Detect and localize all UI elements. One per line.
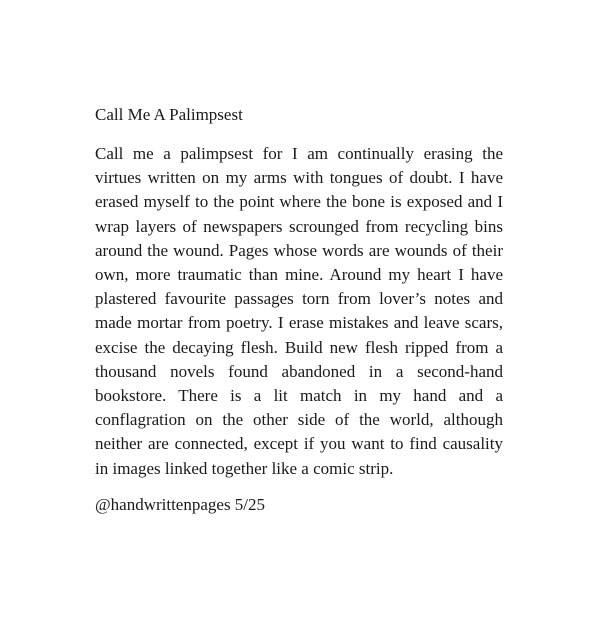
author-signature: @handwrittenpages 5/25 — [95, 494, 266, 514]
poem-title: Call Me A Palimpsest — [95, 105, 243, 124]
poem-page — [95, 104, 503, 516]
poem-body: Call me a palimpsest for I am continually erasing the virtues written on my arms with tongues of doubt. I have erased myself to the point where the bone is exposed and I wrap layers of newspapers scrounged from recycling bins around the wound. Pages whose words are wounds of their own, more traumatic than mine. Around my heart I have plastered favourite passages torn from lover’s notes and made mortar from poetry. I erase mistakes and leave scars, excise the decaying flesh. Build new flesh ripped from a thousand novels found abandoned in a second-hand bookstore. There is a lit match in my hand and a conflagration on the other side of the world, although neither are connected, except if you want to find causality in images linked together like a comic strip. — [95, 144, 503, 478]
